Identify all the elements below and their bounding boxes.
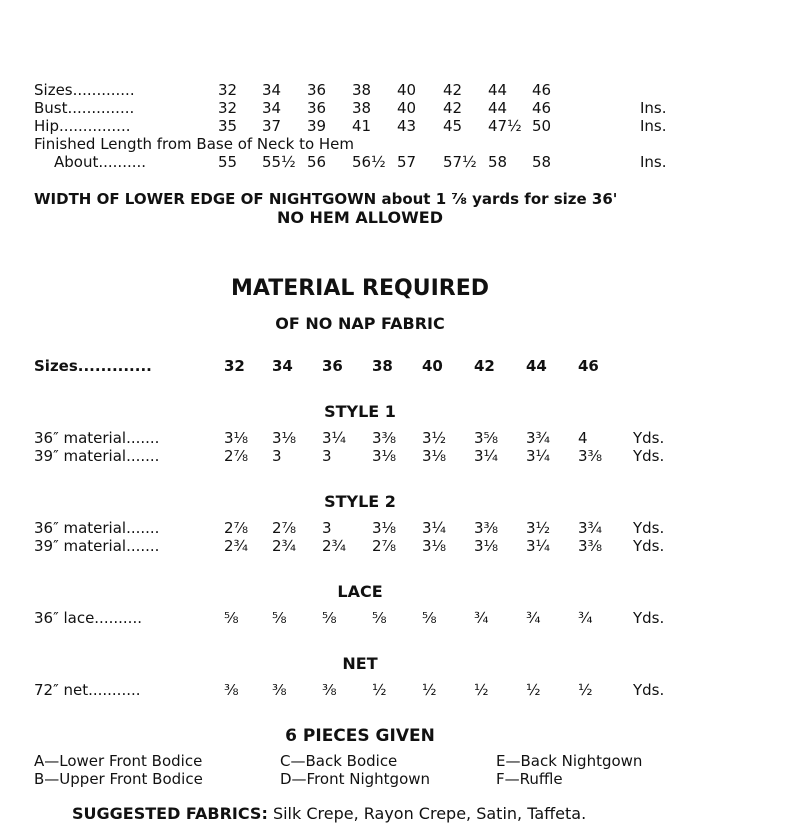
piece-e: E—Back Nightgown [496, 752, 643, 770]
row-label: 36″ material....... [34, 519, 160, 537]
table-row [0, 446, 794, 466]
cell-value: 3⅛ [474, 537, 499, 555]
unit-label: Yds. [633, 447, 665, 465]
cell-value: 34 [262, 99, 282, 117]
cell-value: 46 [578, 357, 599, 375]
width-note: WIDTH OF LOWER EDGE OF NIGHTGOWN about 1 ⅞ yards for size 36' [34, 190, 618, 208]
row-label: Sizes............. [34, 357, 152, 375]
cell-value: 3⅛ [224, 429, 249, 447]
cell-value: 57½ [443, 153, 477, 171]
fabrics-text: Silk Crepe, Rayon Crepe, Satin, Taffeta. [272, 804, 587, 823]
cell-value: 50 [532, 117, 552, 135]
cell-value: ½ [474, 681, 489, 699]
cell-value: 3¾ [526, 429, 551, 447]
cell-value: ⅜ [224, 681, 239, 699]
table-row [0, 152, 794, 172]
piece-b: B—Upper Front Bodice [34, 770, 203, 788]
cell-value: 32 [218, 99, 238, 117]
unit-label: Ins. [640, 99, 667, 117]
piece-d: D—Front Nightgown [280, 770, 431, 788]
cell-value: ⅝ [422, 609, 437, 627]
row-label: Sizes............. [34, 81, 135, 99]
cell-value: 3¼ [422, 519, 447, 537]
row-label: 39″ material....... [34, 447, 160, 465]
row-label: About.......... [54, 153, 147, 171]
cell-value: 3⅛ [422, 447, 447, 465]
cell-value: 46 [532, 81, 552, 99]
cell-value: 58 [532, 153, 552, 171]
cell-value: 46 [532, 99, 552, 117]
cell-value: 3¼ [526, 447, 551, 465]
cell-value: 3 [272, 447, 282, 465]
cell-value: 3⅛ [272, 429, 297, 447]
cell-value: 3⅜ [474, 519, 499, 537]
row-label: 36″ material....... [34, 429, 160, 447]
cell-value: ¾ [578, 609, 593, 627]
cell-value: 3⅝ [474, 429, 499, 447]
table-row [0, 536, 794, 556]
cell-value: 2¾ [322, 537, 347, 555]
cell-value: 3 [322, 447, 332, 465]
cell-value: 56 [307, 153, 327, 171]
unit-label: Yds. [633, 609, 665, 627]
cell-value: 57 [397, 153, 417, 171]
unit-label: Yds. [633, 537, 665, 555]
fabrics-label: SUGGESTED FABRICS: [72, 804, 268, 823]
cell-value: ¾ [474, 609, 489, 627]
cell-value: 34 [272, 357, 293, 375]
cell-value: 3¼ [322, 429, 347, 447]
cell-value: 3½ [422, 429, 447, 447]
cell-value: ½ [578, 681, 593, 699]
row-label: 39″ material....... [34, 537, 160, 555]
section-heading: STYLE 1 [324, 402, 396, 421]
suggested-fabrics [72, 804, 586, 823]
cell-value: 42 [474, 357, 495, 375]
cell-value: ⅝ [322, 609, 337, 627]
cell-value: 3⅛ [422, 537, 447, 555]
cell-value: 2¾ [272, 537, 297, 555]
cell-value: 40 [422, 357, 443, 375]
cell-value: 36 [322, 357, 343, 375]
cell-value: 3⅜ [578, 537, 603, 555]
cell-value: ⅝ [272, 609, 287, 627]
hem-note: NO HEM ALLOWED [276, 208, 444, 227]
cell-value: 3¼ [474, 447, 499, 465]
pieces-heading: 6 PIECES GIVEN [285, 726, 435, 746]
cell-value: 2⅞ [372, 537, 397, 555]
section-heading: NET [342, 654, 378, 673]
cell-value: 3½ [526, 519, 551, 537]
length-heading-row [0, 134, 794, 154]
cell-value: 38 [352, 99, 372, 117]
cell-value: 32 [218, 81, 238, 99]
cell-value: 3¼ [526, 537, 551, 555]
material-subtitle: OF NO NAP FABRIC [275, 314, 445, 333]
cell-value: 40 [397, 81, 417, 99]
cell-value: 55½ [262, 153, 296, 171]
cell-value: 47½ [488, 117, 522, 135]
unit-label: Ins. [640, 117, 667, 135]
cell-value: 34 [262, 81, 282, 99]
cell-value: 44 [488, 99, 508, 117]
cell-value: 3⅛ [372, 447, 397, 465]
row-label: 72″ net........... [34, 681, 141, 699]
table-row [0, 608, 794, 628]
cell-value: 45 [443, 117, 463, 135]
cell-value: 58 [488, 153, 508, 171]
cell-value: 2⅞ [224, 447, 249, 465]
table-row [0, 116, 794, 136]
cell-value: ¾ [526, 609, 541, 627]
row-label: Hip............... [34, 117, 131, 135]
cell-value: ½ [422, 681, 437, 699]
cell-value: 44 [526, 357, 547, 375]
table-row [0, 518, 794, 538]
cell-value: 40 [397, 99, 417, 117]
cell-value: 3⅜ [578, 447, 603, 465]
unit-label: Yds. [633, 519, 665, 537]
cell-value: ⅝ [372, 609, 387, 627]
table-row [0, 428, 794, 448]
cell-value: 36 [307, 99, 327, 117]
cell-value: 37 [262, 117, 282, 135]
cell-value: 56½ [352, 153, 386, 171]
cell-value: 3⅛ [372, 519, 397, 537]
cell-value: 42 [443, 99, 463, 117]
unit-label: Ins. [640, 153, 667, 171]
unit-label: Yds. [633, 429, 665, 447]
cell-value: 32 [224, 357, 245, 375]
material-title: MATERIAL REQUIRED [230, 276, 490, 301]
cell-value: 2¾ [224, 537, 249, 555]
cell-value: 38 [352, 81, 372, 99]
cell-value: 39 [307, 117, 327, 135]
cell-value: ⅜ [272, 681, 287, 699]
cell-value: 3¾ [578, 519, 603, 537]
cell-value: 42 [443, 81, 463, 99]
table-row [0, 680, 794, 700]
table-row [0, 356, 794, 376]
cell-value: 3 [322, 519, 332, 537]
cell-value: 41 [352, 117, 372, 135]
cell-value: 2⅞ [224, 519, 249, 537]
section-heading: LACE [337, 582, 383, 601]
cell-value: 3⅜ [372, 429, 397, 447]
cell-value: 43 [397, 117, 417, 135]
cell-value: 36 [307, 81, 327, 99]
row-label: Bust.............. [34, 99, 135, 117]
unit-label: Yds. [633, 681, 665, 699]
row-label: 36″ lace.......... [34, 609, 142, 627]
cell-value: 38 [372, 357, 393, 375]
cell-value: 35 [218, 117, 238, 135]
piece-c: C—Back Bodice [280, 752, 398, 770]
cell-value: ⅜ [322, 681, 337, 699]
cell-value: 44 [488, 81, 508, 99]
cell-value: ½ [526, 681, 541, 699]
cell-value: ⅝ [224, 609, 239, 627]
table-row [0, 98, 794, 118]
cell-value: 2⅞ [272, 519, 297, 537]
cell-value: ½ [372, 681, 387, 699]
length-heading: Finished Length from Base of Neck to Hem [34, 135, 355, 153]
table-row [0, 80, 794, 100]
section-heading: STYLE 2 [324, 492, 396, 511]
piece-f: F—Ruffle [496, 770, 563, 788]
piece-a: A—Lower Front Bodice [34, 752, 203, 770]
cell-value: 4 [578, 429, 588, 447]
cell-value: 55 [218, 153, 238, 171]
